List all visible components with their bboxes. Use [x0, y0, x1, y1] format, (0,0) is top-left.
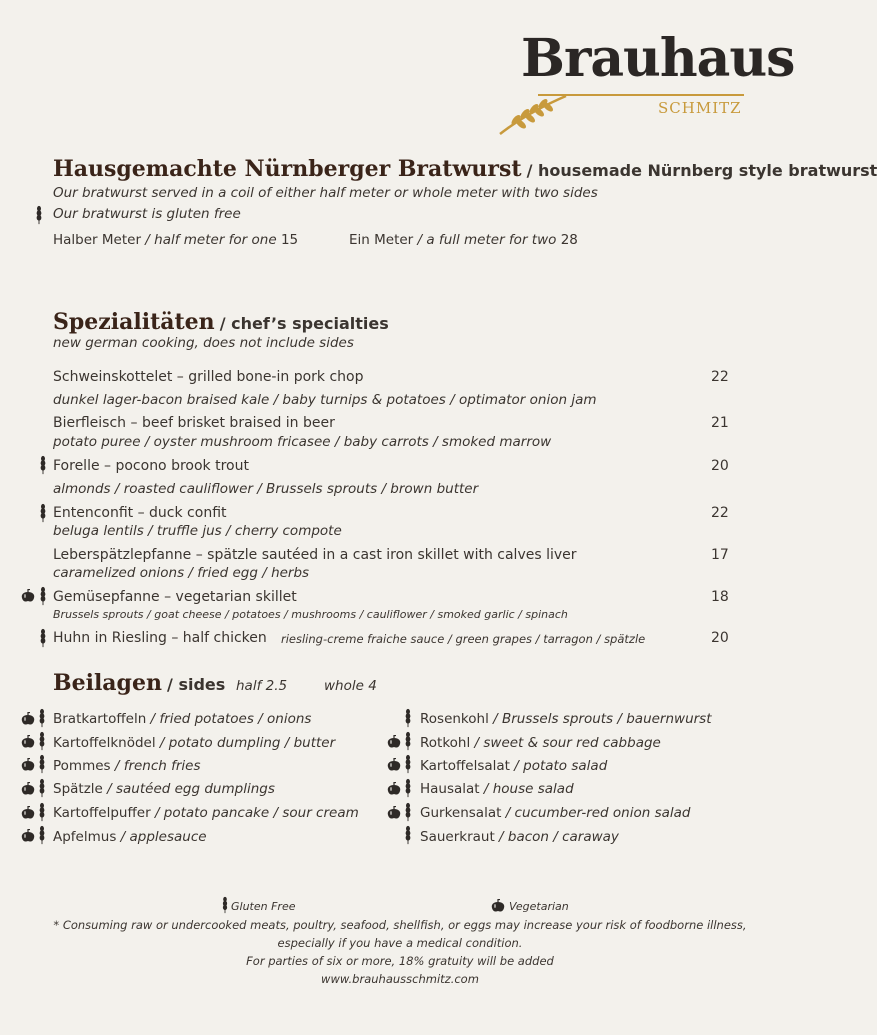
pepper-icon [20, 712, 36, 726]
wheat-icon [221, 896, 229, 914]
side-item-name: Pommes [53, 758, 111, 774]
side-item-desc: / Brussels sprouts / bauernwurst [493, 711, 712, 727]
sides-half-price: half 2.5 [236, 678, 288, 694]
pepper-icon [386, 782, 402, 796]
special-item-desc: potato puree / oyster mushroom fricasee / baby carrots / smoked marrow [53, 434, 552, 450]
pepper-icon [386, 758, 402, 772]
wheat-icon [38, 731, 46, 751]
special-item-desc: beluga lentils / truffle jus / cherry compote [53, 523, 342, 539]
side-item-name: Bratkartoffeln [53, 711, 147, 727]
special-item-price: 21 [711, 415, 729, 431]
legend-vegetarian: Vegetarian [509, 900, 569, 913]
special-item-name: Bierfleisch – beef brisket braised in beer [53, 415, 335, 431]
wheat-icon [404, 802, 412, 822]
pepper-icon [386, 735, 402, 749]
side-item-desc: / sweet & sour red cabbage [474, 735, 661, 751]
special-item-desc: almonds / roasted cauliflower / Brussels sprouts / brown butter [53, 481, 479, 497]
wheat-icon [38, 754, 46, 774]
specials-title: Spezialitäten [53, 309, 215, 335]
side-item-right [420, 781, 574, 797]
side-item-name: Rosenkohl [420, 711, 489, 727]
wheat-icon [38, 825, 46, 845]
side-item-desc: / potato salad [514, 758, 608, 774]
wheat-icon [39, 455, 47, 475]
wheat-icon [404, 708, 412, 728]
specials-desc: new german cooking, does not include sides [53, 335, 354, 351]
side-item-name: Kartoffelpuffer [53, 805, 151, 821]
side-item-desc: / fried potatoes / onions [150, 711, 312, 727]
side-item-right [420, 711, 712, 727]
pepper-icon [20, 829, 36, 843]
wheat-icon [38, 778, 46, 798]
legend-gluten-free: Gluten Free [231, 900, 296, 913]
side-item-right [420, 829, 619, 845]
side-item-name: Rotkohl [420, 735, 471, 751]
sides-subtitle: / sides [167, 675, 226, 694]
side-item-desc: / potato dumpling / butter [159, 735, 336, 751]
wheat-icon [404, 778, 412, 798]
wheat-icon [404, 754, 412, 774]
special-item-desc: caramelized onions / fried egg / herbs [53, 565, 310, 581]
side-item-name: Sauerkraut [420, 829, 495, 845]
side-item-desc: / bacon / caraway [499, 829, 619, 845]
special-item-desc: dunkel lager-bacon braised kale / baby turnips & potatoes / optimator onion jam [53, 392, 597, 408]
bratwurst-desc: Our bratwurst served in a coil of either half meter or whole meter with two sides [53, 185, 598, 201]
pepper-icon [20, 589, 36, 603]
wheat-icon [38, 802, 46, 822]
sides-whole-price: whole 4 [324, 678, 377, 694]
wheat-icon [39, 586, 47, 606]
footer-disclaimer-1: * Consuming raw or undercooked meats, poultry, seafood, shellfish, or eggs may increase your risk of foodborne illness, [53, 918, 747, 932]
special-item-name: Schweinskottelet – grilled bone-in pork chop [53, 369, 364, 385]
pepper-icon [20, 782, 36, 796]
bratwurst-half-name: Halber Meter [53, 232, 141, 248]
side-item-left [53, 711, 311, 727]
wheat-logo-icon [498, 90, 568, 136]
wheat-icon [39, 628, 47, 648]
bratwurst-half [53, 232, 298, 248]
side-item-name: Gurkensalat [420, 805, 502, 821]
wheat-icon [35, 205, 43, 225]
pepper-icon [490, 899, 506, 913]
bratwurst-header [53, 156, 877, 182]
side-item-left [53, 805, 359, 821]
side-item-desc: / house salad [483, 781, 574, 797]
side-item-name: Kartoffelsalat [420, 758, 510, 774]
pepper-icon [20, 806, 36, 820]
special-item-price: 22 [711, 505, 729, 521]
pepper-icon [386, 806, 402, 820]
bratwurst-whole-name: Ein Meter [349, 232, 414, 248]
bratwurst-whole-desc: / a full meter for two [417, 232, 557, 248]
bratwurst-whole [349, 232, 578, 248]
side-item-left [53, 735, 335, 751]
side-item-desc: / cucumber-red onion salad [505, 805, 691, 821]
side-item-left [53, 829, 207, 845]
special-item-price: 18 [711, 589, 729, 605]
wheat-icon [404, 731, 412, 751]
special-item-desc: riesling-creme fraiche sauce / green grapes / tarragon / spätzle [281, 632, 646, 646]
side-item-right [420, 735, 661, 751]
sides-header [53, 670, 225, 696]
special-item-price: 20 [711, 458, 729, 474]
brand-logo-name: Brauhaus [521, 28, 795, 89]
wheat-icon [39, 503, 47, 523]
footer-website: www.brauhausschmitz.com [321, 972, 479, 986]
special-item-price: 22 [711, 369, 729, 385]
pepper-icon [20, 735, 36, 749]
special-item-name: Gemüsepfanne – vegetarian skillet [53, 589, 297, 605]
wheat-icon [404, 825, 412, 845]
side-item-right [420, 758, 607, 774]
bratwurst-title: Hausgemachte Nürnberger Bratwurst [53, 156, 522, 182]
sides-title: Beilagen [53, 670, 162, 696]
side-item-name: Hausalat [420, 781, 480, 797]
side-item-desc: / potato pancake / sour cream [154, 805, 359, 821]
wheat-icon [38, 708, 46, 728]
bratwurst-subtitle: / housemade Nürnberg style bratwurst [526, 161, 877, 180]
side-item-desc: / french fries [114, 758, 201, 774]
special-item-name: Forelle – pocono brook trout [53, 458, 249, 474]
logo-underline [538, 94, 744, 96]
special-item-price: 20 [711, 630, 729, 646]
side-item-left [53, 781, 275, 797]
brand-logo-sub: SCHMITZ [658, 99, 742, 117]
special-item-name: Entenconfit – duck confit [53, 505, 227, 521]
side-item-name: Kartoffelknödel [53, 735, 156, 751]
footer-disclaimer-2: especially if you have a medical condition. [277, 936, 523, 950]
bratwurst-whole-price: 28 [560, 232, 578, 248]
bratwurst-half-price: 15 [280, 232, 299, 248]
bratwurst-half-desc: / half meter for one [145, 232, 277, 248]
bratwurst-gluten-note: Our bratwurst is gluten free [53, 206, 241, 222]
side-item-left [53, 758, 201, 774]
side-item-name: Spätzle [53, 781, 103, 797]
special-item-name: Leberspätzlepfanne – spätzle sautéed in a cast iron skillet with calves liver [53, 547, 577, 563]
side-item-name: Apfelmus [53, 829, 117, 845]
special-item-name: Huhn in Riesling – half chicken [53, 630, 267, 646]
pepper-icon [20, 758, 36, 772]
special-item-desc: Brussels sprouts / goat cheese / potatoes / mushrooms / cauliflower / smoked garlic / spinach [53, 608, 568, 621]
specials-header [53, 309, 389, 335]
special-item-price: 17 [711, 547, 729, 563]
side-item-desc: / applesauce [120, 829, 207, 845]
side-item-desc: / sautéed egg dumplings [107, 781, 275, 797]
footer-gratuity: For parties of six or more, 18% gratuity will be added [246, 954, 554, 968]
side-item-right [420, 805, 690, 821]
specials-subtitle: / chef’s specialties [219, 314, 389, 333]
